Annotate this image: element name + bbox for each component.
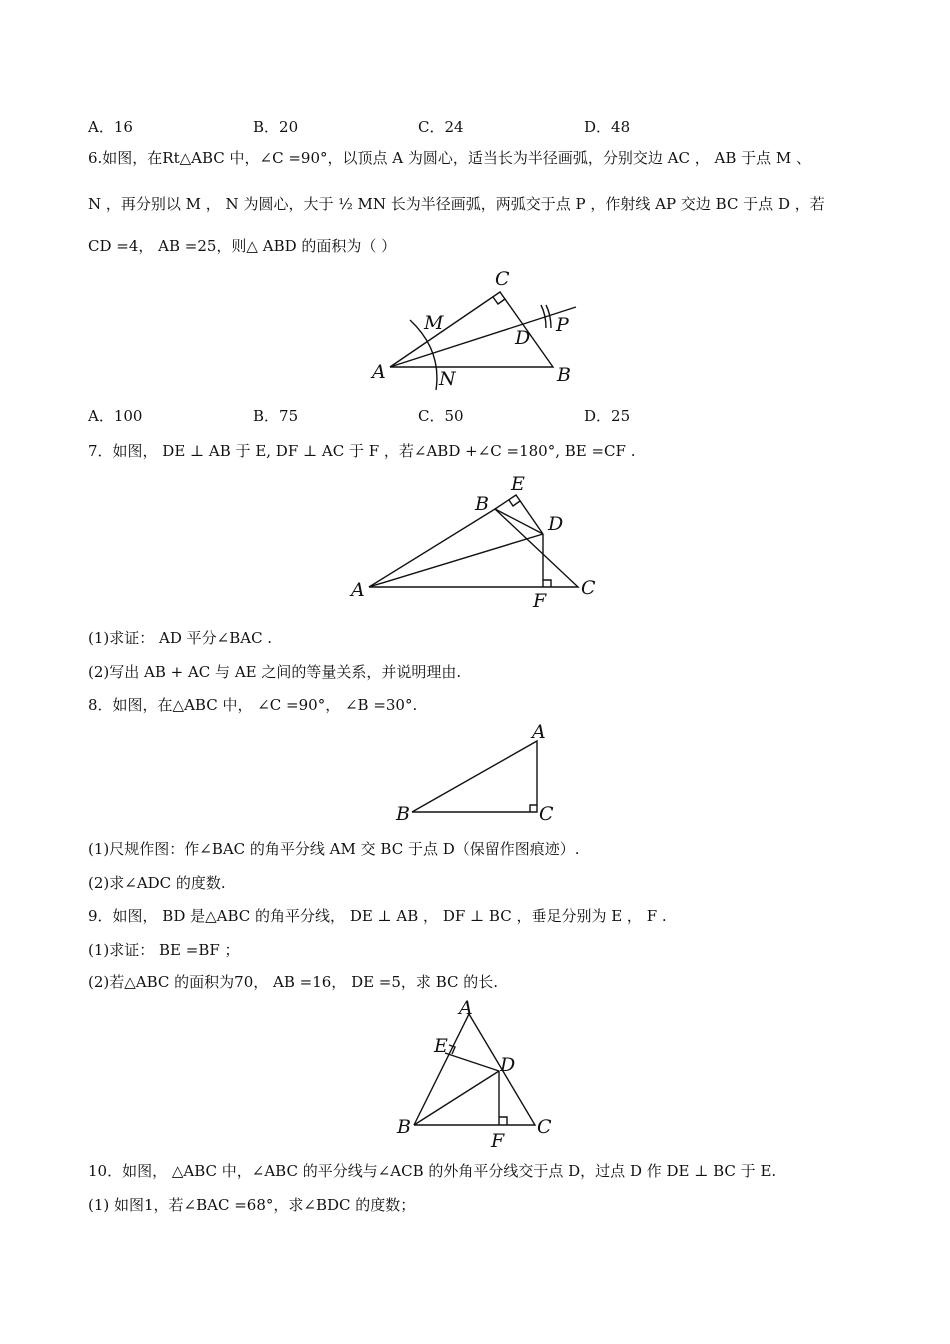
- q9-part1: (1)求证： BE =BF ；: [88, 941, 240, 959]
- q6-label-m: M: [424, 312, 444, 334]
- q6-label-a: A: [372, 361, 386, 383]
- q7-triangle: [369, 509, 578, 587]
- q7-part2: (2)写出 AB + AC 与 AE 之间的等量关系，并说明理由.: [88, 663, 462, 681]
- q7-label-b: B: [475, 493, 489, 515]
- q7-segment-bed: [495, 495, 543, 534]
- q8-figure: [390, 722, 570, 827]
- q10-part1: (1) 如图1，若∠BAC =68°，求∠BDC 的度数；: [88, 1196, 416, 1214]
- q7-segment-bd: [495, 509, 543, 534]
- q6-arc-p1: [541, 305, 546, 328]
- q6-option-d: D．25: [584, 407, 631, 425]
- q5-option-d: D．48: [584, 118, 631, 136]
- q8-part1: (1)尺规作图：作∠BAC 的角平分线 AM 交 BC 于点 D（保留作图痕迹）.: [88, 840, 580, 858]
- q8-label-c: C: [539, 803, 554, 825]
- q7-figure: [345, 470, 605, 615]
- q9-label-b: B: [397, 1116, 411, 1138]
- q6-stem-line1: 6.如图，在Rt△ABC 中，∠C =90°，以顶点 A 为圆心，适当长为半径画弧，分别交边 AC ， AB 于点 M 、: [88, 149, 812, 167]
- q6-option-a: A．100: [88, 407, 143, 425]
- q9-label-a: A: [459, 997, 473, 1019]
- q9-stem: 9．如图， BD 是△ABC 的角平分线， DE ⊥ AB ， DF ⊥ BC ，垂足分别为 E ， F .: [88, 907, 667, 925]
- q6-label-n: N: [439, 368, 456, 390]
- q6-label-p: P: [556, 314, 569, 336]
- q6-label-c: C: [495, 268, 510, 290]
- q9-label-d: D: [500, 1054, 516, 1076]
- q6-stem-line3: CD =4， AB =25，则△ ABD 的面积为（ ）: [88, 237, 397, 255]
- q8-stem: 8．如图，在△ABC 中， ∠C =90°， ∠B =30°.: [88, 696, 418, 714]
- q9-label-e: E: [434, 1035, 448, 1057]
- q9-part2: (2)若△ABC 的面积为70， AB =16， DE =5，求 BC 的长.: [88, 973, 499, 991]
- q7-label-e: E: [511, 473, 525, 495]
- q6-label-d: D: [515, 327, 531, 349]
- q6-stem-line2: N ，再分别以 M ， N 为圆心，大于 ½ MN 长为半径画弧，两弧交于点 P ，作射线 AP 交边 BC 于点 D ，若: [88, 195, 825, 213]
- q8-triangle: [412, 741, 537, 812]
- q7-part1: (1)求证： AD 平分∠BAC .: [88, 629, 273, 647]
- q8-part2: (2)求∠ADC 的度数.: [88, 874, 226, 892]
- q5-option-a: A．16: [88, 118, 133, 136]
- q9-label-f: F: [491, 1130, 505, 1152]
- q9-segment-de: [445, 1053, 499, 1071]
- q5-option-b: B．20: [253, 118, 299, 136]
- q9-figure: [390, 995, 560, 1150]
- q10-stem: 10．如图， △ABC 中，∠ABC 的平分线与∠ACB 的外角平分线交于点 D，过点 D 作 DE ⊥ BC 于 E.: [88, 1162, 777, 1180]
- q9-triangle: [414, 1014, 535, 1125]
- q7-label-f: F: [533, 590, 547, 612]
- q5-option-c: C．24: [418, 118, 464, 136]
- q6-right-angle: [493, 297, 505, 304]
- q7-label-d: D: [548, 513, 564, 535]
- q7-stem: 7．如图， DE ⊥ AB 于 E, DF ⊥ AC 于 F ，若∠ABD +∠C =180°, BE =CF .: [88, 442, 636, 460]
- q7-segment-ad: [369, 534, 543, 587]
- q9-right-angle-f: [499, 1117, 507, 1125]
- q7-right-angle-e: [509, 500, 520, 506]
- q6-figure: [360, 265, 600, 395]
- q8-right-angle: [530, 805, 537, 812]
- q8-label-b: B: [396, 803, 410, 825]
- q6-option-c: C．50: [418, 407, 464, 425]
- q7-label-c: C: [581, 577, 596, 599]
- q9-label-c: C: [537, 1116, 552, 1138]
- q6-option-b: B．75: [253, 407, 299, 425]
- q6-ray-ap: [390, 307, 576, 367]
- q6-label-b: B: [557, 364, 571, 386]
- q7-right-angle-f: [543, 580, 551, 587]
- q7-label-a: A: [351, 579, 365, 601]
- q8-label-a: A: [532, 721, 546, 743]
